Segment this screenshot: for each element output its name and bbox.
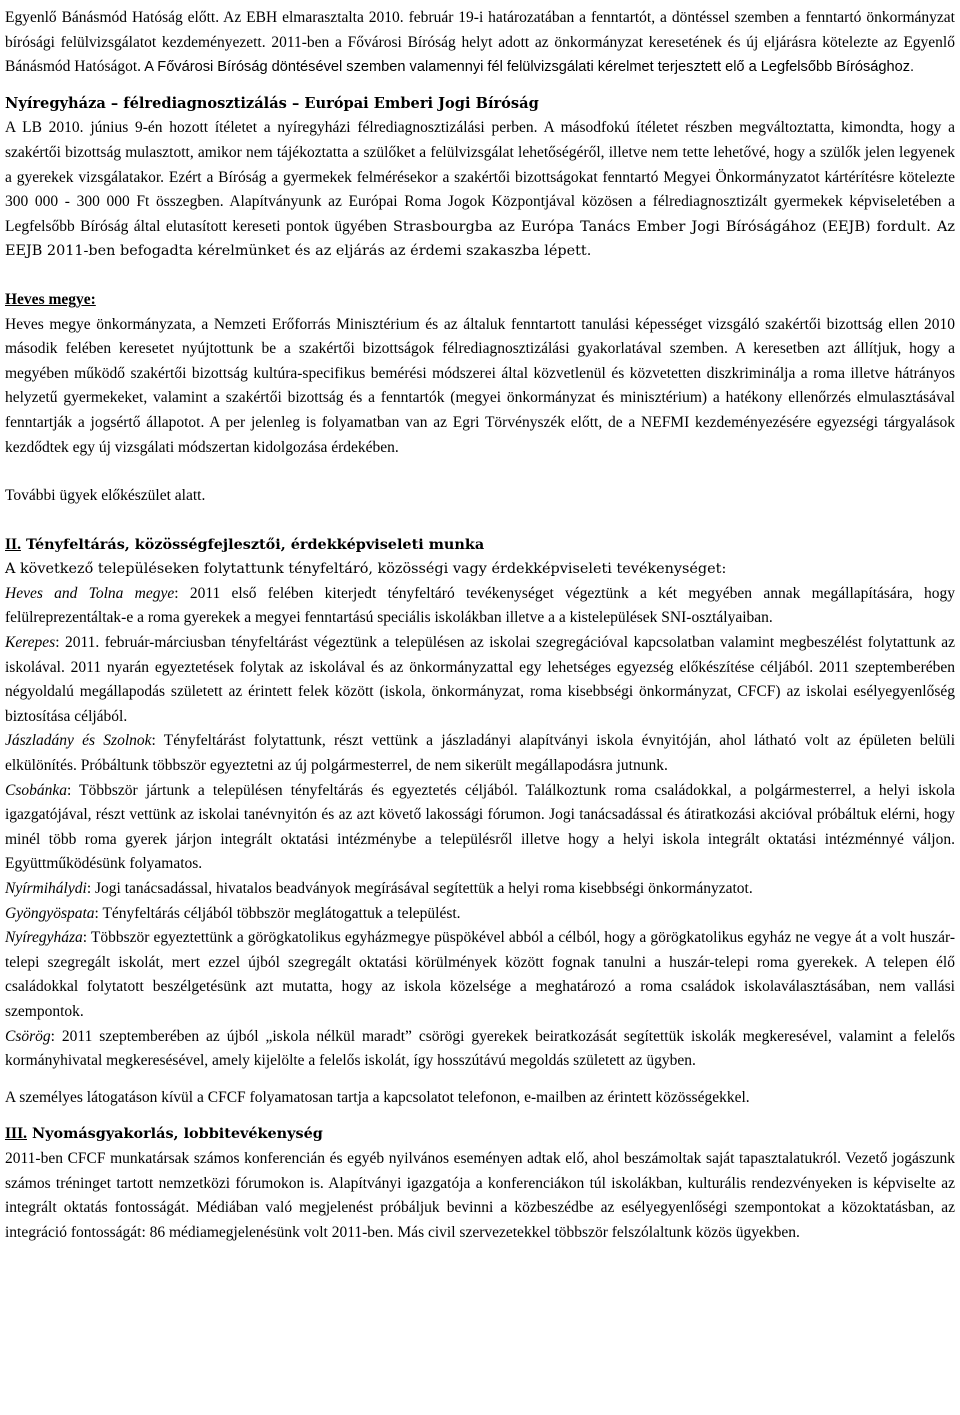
location-item	[5, 729, 955, 778]
heves-heading: Heves megye:	[5, 290, 96, 308]
nyiregyhaza-text-serif: A LB 2010. június 9-én hozott ítéletet a nyíregyházi félrediagnosztizálási perben. A másodfokú ítéletet részben megváltoztatta, kimondta, hogy a szakértői bizottság mulasztott, amikor nem tájékoztatta a szülőket a felülvizsgálat lehetőségéről, illetve nem tette lehetővé, hogy a szülők jelen legyenek a gyerekek vizsgálatakor. Ezért a Bíróság a gyermekek felmérésekor a szakértői bizottságokat fenntartó Megyei Önkormányzatot kártérítésre kötelezte 300 000 - 300 000 Ft összegben. Alapítványunk az Európai Roma Jogok Központjával közösen a félrediagnosztizált gyermekek képviseletében a Legfelsőbb Bíróság által elutasított kereseti pontok ügyében	[5, 119, 955, 235]
section-3-heading	[5, 1122, 955, 1147]
location-text: : Tényfeltárás céljából többször meglátogattuk a települést.	[94, 904, 461, 922]
location-item	[5, 877, 955, 902]
location-item	[5, 926, 955, 1024]
section-3-title: Nyomásgyakorlás, lobbitevékenység	[26, 1125, 323, 1143]
location-item	[5, 779, 955, 877]
location-text: : 2011 szeptemberében az újból „iskola nélkül maradt” csörögi gyerekek beiratkozását segítettük iskolák megkeresével, valamint a felelős kormányhivatal megkeresésével, amely kijelölte a felelős iskolát, így hosszútávú megoldás született az ügyben.	[5, 1027, 955, 1070]
location-name: Gyöngyöspata	[5, 904, 95, 922]
intro-text-sans: A Fővárosi Bíróság döntésével szemben valamennyi fél felülvizsgálati kérelmet terjesztett elő a Legfelsőbb Bírósághoz.	[141, 59, 915, 76]
location-name: Nyírmihálydi	[5, 880, 87, 897]
section-3-number: III.	[5, 1125, 27, 1143]
location-name: Csobánka	[5, 781, 67, 799]
location-text: : Tényfeltárást folytattunk, részt vettünk a jászladányi alapítványi iskola évnyitóján, ahol látható volt az épületen belüli elkülönítés. Próbáltunk többször egyeztetni az új polgármesterrel, de nem sikerült megállapodásra jutnunk.	[5, 732, 955, 775]
location-text: : 2011 első felében kiterjedt tényfeltáró tevékenységet végeztünk a két megyében annak megállapítására, hogy felülreprezentáltak-e a roma gyerekek a megyei fenntartású speciális iskolákban illetve a a kistelepülések SNI-osztályaiban.	[5, 584, 955, 627]
intro-paragraph	[5, 6, 955, 80]
intro-text-serif: Egyenlő Bánásmód Hatóság előtt. Az EBH elmarasztalta 2010. február 19-i határozatában a fenntartót, a döntéssel szemben a fenntartó önkormányzat bírósági felülvizsgálatot kezdeményezett. 2011-ben a Fővárosi Bíróság helyt adott az önkormányzat keresetének és új eljárásra kötelezte az Egyenlő Bánásmód Hatóságot.	[5, 9, 955, 76]
heves-paragraph: Heves megye önkormányzata, a Nemzeti Erőforrás Minisztérium és az általuk fenntartott tanulási képességet vizsgáló szakértői bizottság ellen 2010 második felében keresetet nyújtottunk be a szakértői bizottságok félrediagnosztizálási gyakorlatával szemben. A keresetben azt állítjuk, hogy a megyében működő szakértői bizottság kultúra-specifikus bemérési módszerei által közvetlenül és közvetetten diszkriminálja a roma illetve hátrányos helyzetű gyermekeket, valamint a szakértői bizottság és a fenntartók (megyei önkormányzat és minisztérium) a hatékony ellenőrzés elmulasztásával fenntartják a jogsértő állapotot. A per jelenleg is folyamatban van az Egri Törvényszék előtt, de a NEFMI kezdeményezésére egyezségi tárgyalások kezdődtek egy új vizsgálati módszertan kidolgozása érdekében.	[5, 315, 955, 456]
section-2-number: II.	[5, 535, 21, 553]
location-text: : Jogi tanácsadással, hivatalos beadványok megírásával segítettük a helyi roma kisebbségi önkormányzatot.	[86, 880, 753, 897]
location-item	[5, 582, 955, 631]
location-text: : 2011. február-márciusban tényfeltárást végeztünk a településen az iskolai szegregációval kapcsolatban valamint megbeszélést folytattunk az iskolával. 2011 nyarán egyeztetések folytak az iskolával és az önkormányzattal egy lehetséges egyezség előkészítése céljából. 2011 szeptemberében négyoldalú megállapodás született az érintett felek között (iskola, önkormányzat, roma kisebbségi önkormányzat, CFCF) az iskolai esélyegyenlőség biztosítása céljából.	[5, 634, 955, 725]
nyiregyhaza-text-wide: Strasbourgba az Európa Tanács Ember Jogi Bíróságához (EEJB) fordult. Az EEJB 2011-ben befogadta kérelmünket és az eljárás az érdemi szakaszba lépett.	[5, 218, 955, 260]
location-name: Jászladány és Szolnok	[5, 732, 152, 750]
location-list	[5, 582, 955, 1074]
section-2-heading	[5, 533, 955, 558]
nyiregyhaza-heading: Nyíregyháza – félrediagnosztizálás – Európai Emberi Jogi Bíróság	[5, 94, 539, 112]
location-text: : Többször egyeztettünk a görögkatolikus egyházmegye püspökével abból a célból, hogy a görögkatolikus egyház ne vegye át a volt huszár-telepi szegregált iskolát, mert ezzel újból szegregált oktatási körülmények között fognak tanulni a huszár-telepi roma gyerekek. A telepen élő családokkal folytatott beszélgetésünk azt mutatta, hogy az iskola közelsége a meghatározó a roma családok iskolaválasztásában, nem vallási szempontok.	[5, 929, 955, 1020]
location-text: : Többször jártunk a településen tényfeltárás és egyeztetés céljából. Találkoztunk roma családokkal, a polgármesterrel, a helyi iskola igazgatójával, részt vettünk az iskolai tanévnyitón és az azt követő lakossági fórumon. Jogi tanácsadással és átiratkozási akcióval próbáltuk elérni, hogy minél több roma gyerek járjon integrált oktatási intézménybe a településről illetve hogy a helyi iskola integrált oktatási intézménnyé váljon. Együttműködésünk folyamatos.	[5, 781, 955, 873]
further-cases-note: További ügyek előkészület alatt.	[5, 487, 206, 505]
location-name: Heves and Tolna megye	[5, 584, 175, 602]
location-item	[5, 1025, 955, 1074]
section-2-lead: A következő településeken folytattunk tényfeltáró, közösségi vagy érdekképviseleti tevékenységet:	[5, 561, 727, 578]
section-2-title: Tényfeltárás, közösségfejlesztői, érdekképviseleti munka	[20, 535, 485, 553]
location-name: Nyíregyháza	[5, 929, 83, 947]
location-item	[5, 902, 955, 927]
section-3-paragraph: 2011-ben CFCF munkatársak számos konferencián és egyéb nyilvános eseményen adtak elő, ahol beszámoltak saját tapasztalatukról. Vezető jogászunk számos tréninget tartott nemzetközi fórumokon is. Alapítványi igazgatója a konferenciákon túl iskolákban, kulturális rendezvényeken is képviselte az integrált oktatás fontosságát. Médiában való megjelenést próbáljuk bevinni a közbeszédbe az esélyegyenlőségi szempontokat a közoktatásban, az integráció fontosságát: 86 médiamegjelenésünk volt 2011-ben. Más civil szervezetekkel többször felszólaltunk közös ügyekben.	[5, 1149, 955, 1241]
location-item	[5, 631, 955, 729]
location-name: Kerepes	[5, 634, 56, 652]
location-name: Csörög	[5, 1027, 51, 1045]
section-2-closing: A személyes látogatáson kívül a CFCF folyamatosan tartja a kapcsolatot telefonon, e-mailben az érintett közösségekkel.	[5, 1088, 750, 1106]
nyiregyhaza-paragraph	[5, 116, 955, 264]
